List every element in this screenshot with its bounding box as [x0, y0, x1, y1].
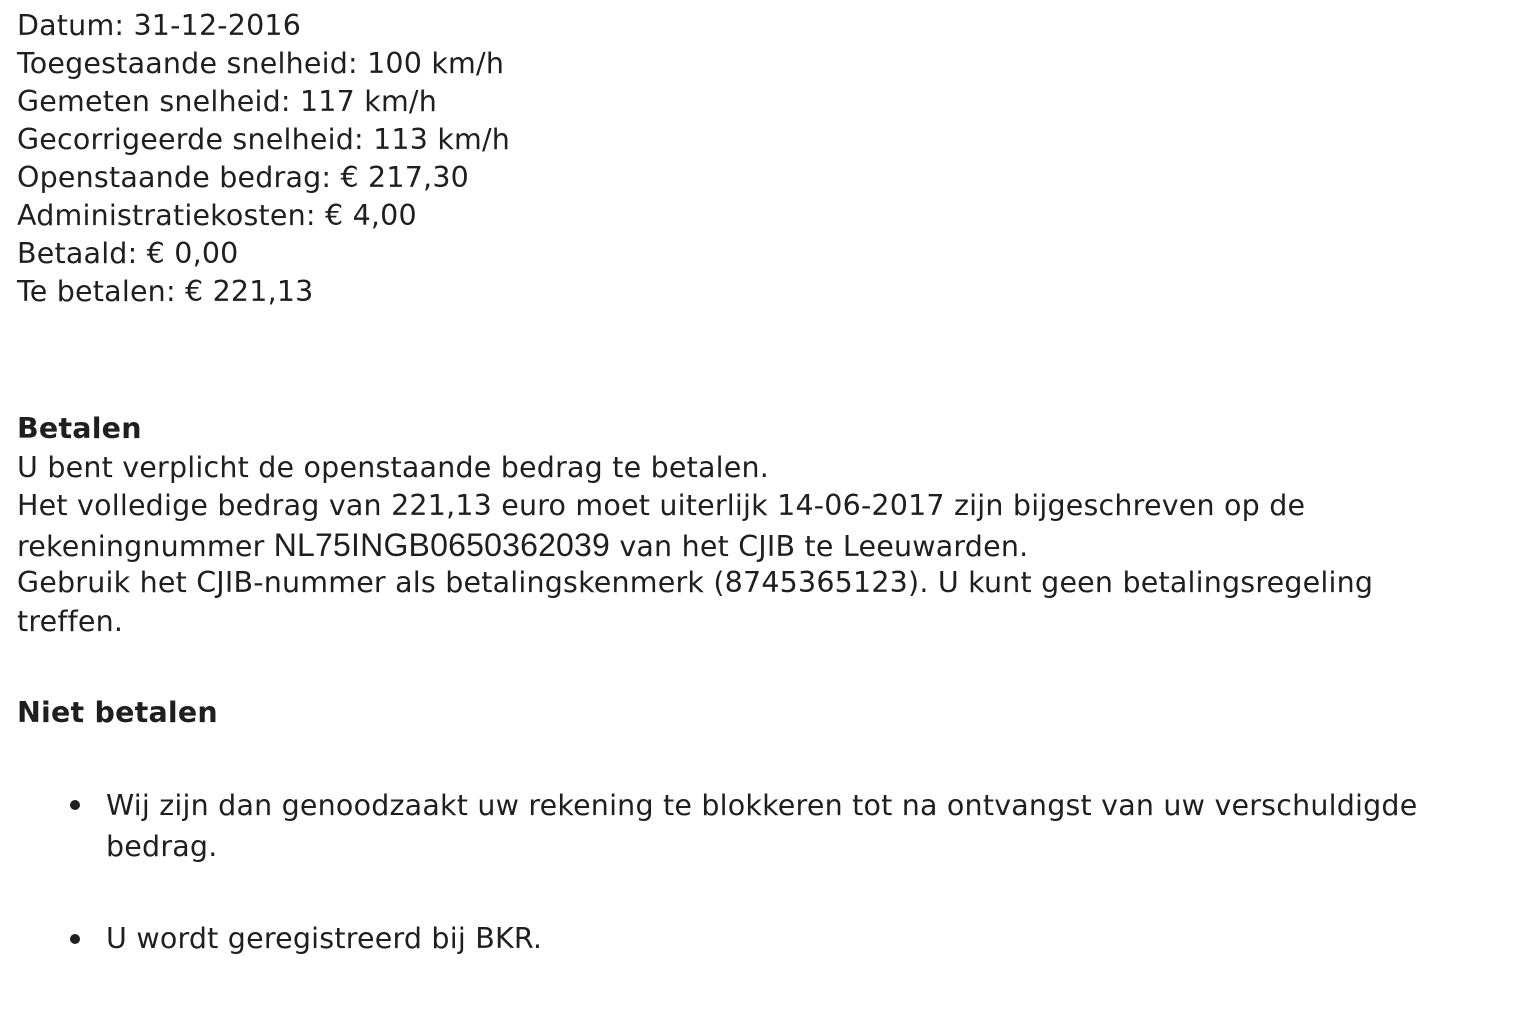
to-pay-line: Te betalen: € 221,13 — [17, 275, 314, 308]
niet-betalen-heading: Niet betalen — [17, 696, 218, 729]
admin-costs-line: Administratiekosten: € 4,00 — [17, 199, 417, 232]
allowed-speed-line: Toegestaande snelheid: 100 km/h — [17, 47, 505, 80]
measured-speed-line: Gemeten snelheid: 117 km/h — [17, 85, 437, 118]
bullet-dot-icon — [70, 934, 80, 944]
iban-number: NL75INGB0650362039 — [273, 526, 611, 563]
paid-line: Betaald: € 0,00 — [17, 237, 239, 270]
list-item-text: U wordt geregistreerd bij BKR. — [106, 922, 543, 955]
list-item-line-1: Wij zijn dan genoodzaakt uw rekening te blokkeren tot na ontvangst van uw verschuldigde — [106, 789, 1418, 822]
account-suffix-text: van het CJIB te Leeuwarden. — [610, 529, 1029, 563]
betalen-heading: Betalen — [17, 412, 142, 445]
betalen-line-3 — [17, 526, 1522, 565]
date-line: Datum: 31-12-2016 — [17, 9, 302, 42]
betalen-line-4: Gebruik het CJIB-nummer als betalingskenmerk (8745365123). U kunt geen betalingsregeling — [17, 566, 1374, 599]
bullet-dot-icon — [70, 800, 80, 810]
account-label-text: rekeningnummer — [17, 529, 274, 563]
outstanding-amount-line: Openstaande bedrag: € 217,30 — [17, 161, 469, 194]
corrected-speed-line: Gecorrigeerde snelheid: 113 km/h — [17, 123, 511, 156]
betalen-line-1: U bent verplicht de openstaande bedrag te betalen. — [17, 450, 770, 484]
betalen-line-2: Het volledige bedrag van 221,13 euro moet uiterlijk 14-06-2017 zijn bijgeschreven op de — [17, 489, 1306, 522]
betalen-section — [17, 410, 1522, 641]
document-page — [17, 0, 1536, 1024]
betalen-line-5: treffen. — [17, 604, 124, 638]
list-item-line-2: bedrag. — [106, 830, 218, 863]
fine-details — [17, 7, 510, 311]
list-item-text — [106, 785, 1536, 867]
